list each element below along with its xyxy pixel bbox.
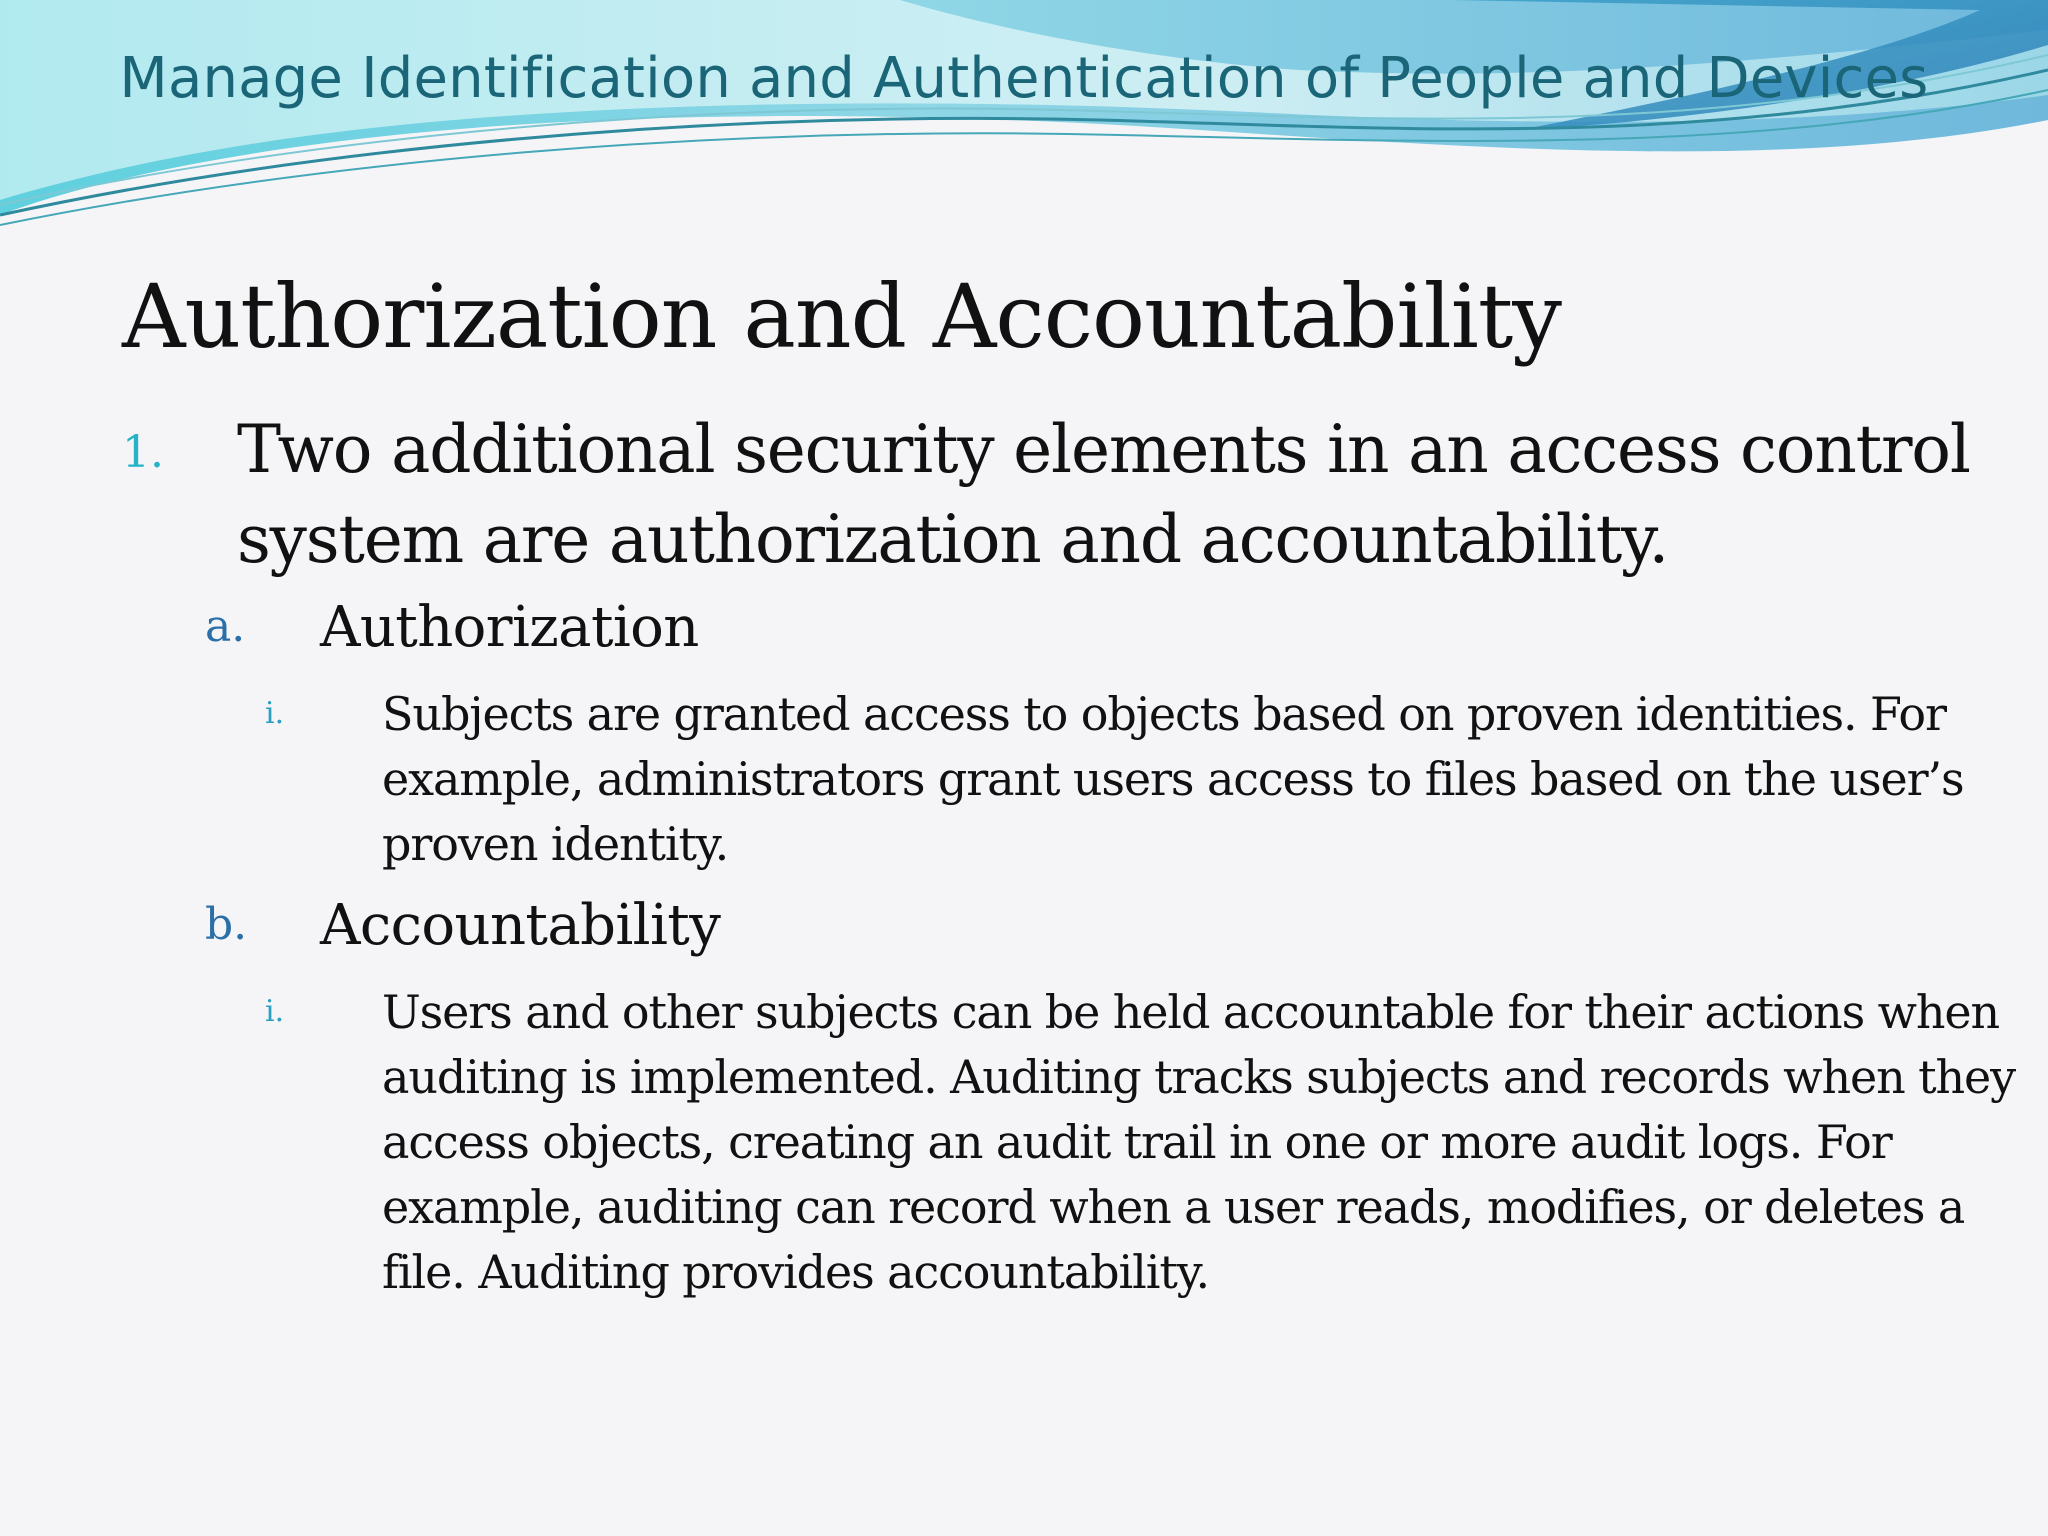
header-title: Manage Identification and Authentication of People and Devices xyxy=(119,46,1929,111)
list-item-text: Two additional security elements in an access control system are authorization and accountability. xyxy=(237,411,1970,578)
slide-title: Authorization and Accountability xyxy=(122,265,1561,368)
detail-paragraph: Users and other subjects can be held accountable for their actions when auditing is implemented. Auditing tracks subjects and records when they access objects, creating an audit trail in one or more audit logs. For example, auditing can record when a user reads, modifies, or deletes a file. Auditing provides accountability. xyxy=(382,985,2016,1299)
roman-marker: i. xyxy=(265,696,285,731)
sub-item-label: Accountability xyxy=(320,893,721,958)
sub-letter-marker: a. xyxy=(205,601,246,652)
sub-item-label: Authorization xyxy=(320,595,699,660)
list-number-marker: 1. xyxy=(122,427,164,478)
roman-marker: i. xyxy=(265,994,285,1029)
detail-paragraph: Subjects are granted access to objects based on proven identities. For example, administrators grant users access to files based on the user’s proven identity. xyxy=(382,687,1964,871)
header-wave-decoration xyxy=(0,0,2048,260)
sub-letter-marker: b. xyxy=(205,899,248,950)
